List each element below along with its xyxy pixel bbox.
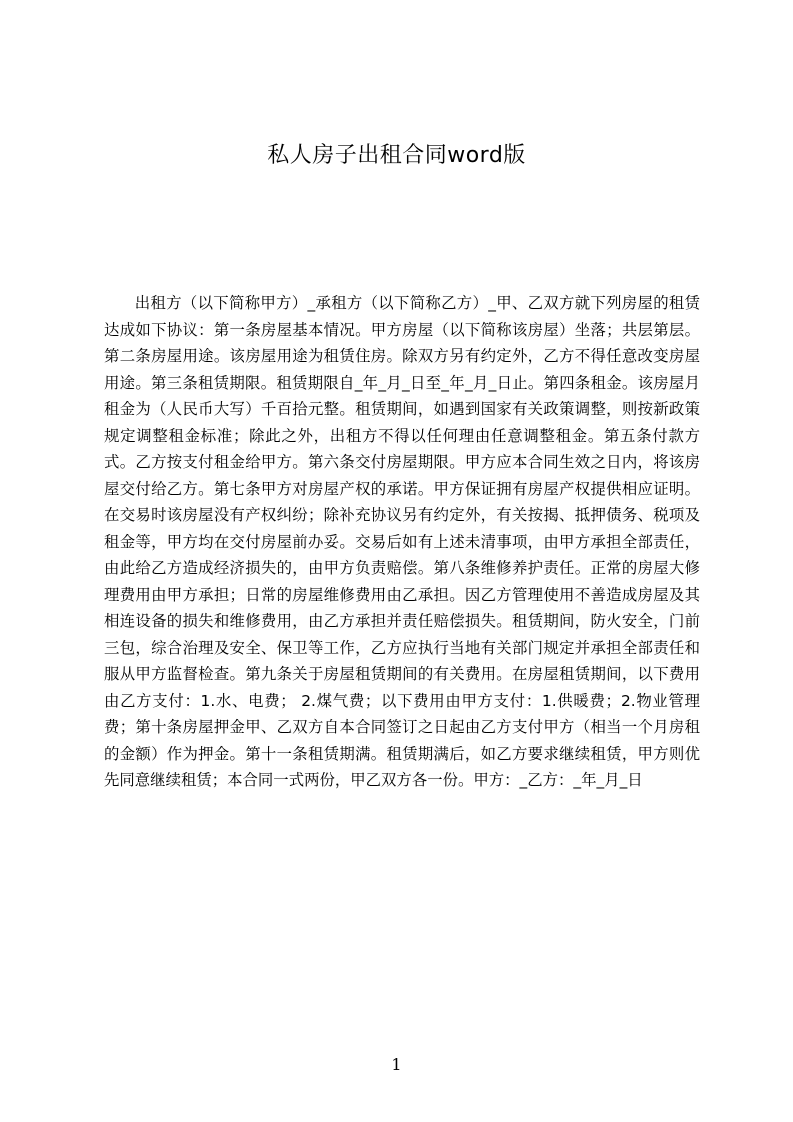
contract-body-paragraph: 出租方（以下简称甲方）_承租方（以下简称乙方）_甲、乙双方就下列房屋的租赁达成如下协议：第一条房屋基本情况。甲方房屋（以下简称该房屋）坐落；共层第层。第二条房屋用途。该房屋用途为租赁住房。除双方另有约定外，乙方不得任意改变房屋用途。第三条租赁期限。租赁期限自_年_月_日至_年_月_日止。第四条租金。该房屋月租金为（人民币大写）千百拾元整。租赁期间，如遇到国家有关政策调整，则按新政策规定调整租金标准；除此之外，出租方不得以任何理由任意调整租金。第五条付款方式。乙方按支付租金给甲方。第六条交付房屋期限。甲方应本合同生效之日内，将该房屋交付给乙方。第七条甲方对房屋产权的承诺。甲方保证拥有房屋产权提供相应证明。在交易时该房屋没有产权纠纷；除补充协议另有约定外，有关按揭、抵押债务、税项及租金等，甲方均在交付房屋前办妥。交易后如有上述未清事项，由甲方承担全部责任，由此给乙方造成经济损失的，由甲方负责赔偿。第八条维修养护责任。正常的房屋大修理费用由甲方承担；日常的房屋维修费用由乙承担。因乙方管理使用不善造成房屋及其相连设备的损失和维修费用，由乙方承担并责任赔偿损失。租赁期间，防火安全，门前三包，综合治理及安全、保卫等工作，乙方应执行当地有关部门规定并承担全部责任和服从甲方监督检查。第九条关于房屋租赁期间的有关费用。在房屋租赁期间，以下费用由乙方支付：1.水、电费； 2.煤气费；以下费用由甲方支付：1.供暖费；2.物业管理费；第十条房屋押金甲、乙双方自本合同签订之日起由乙方支付甲方（相当一个月房租的金额）作为押金。第十一条租赁期满。租赁期满后，如乙方要求继续租赁，甲方则优先同意继续租赁；本合同一式两份，甲乙双方各一份。甲方：_乙方：_年_月_日 (104, 294, 700, 789)
page-number: 1 (391, 1055, 402, 1074)
document-title: 私人房子出租合同word版 (267, 143, 526, 168)
